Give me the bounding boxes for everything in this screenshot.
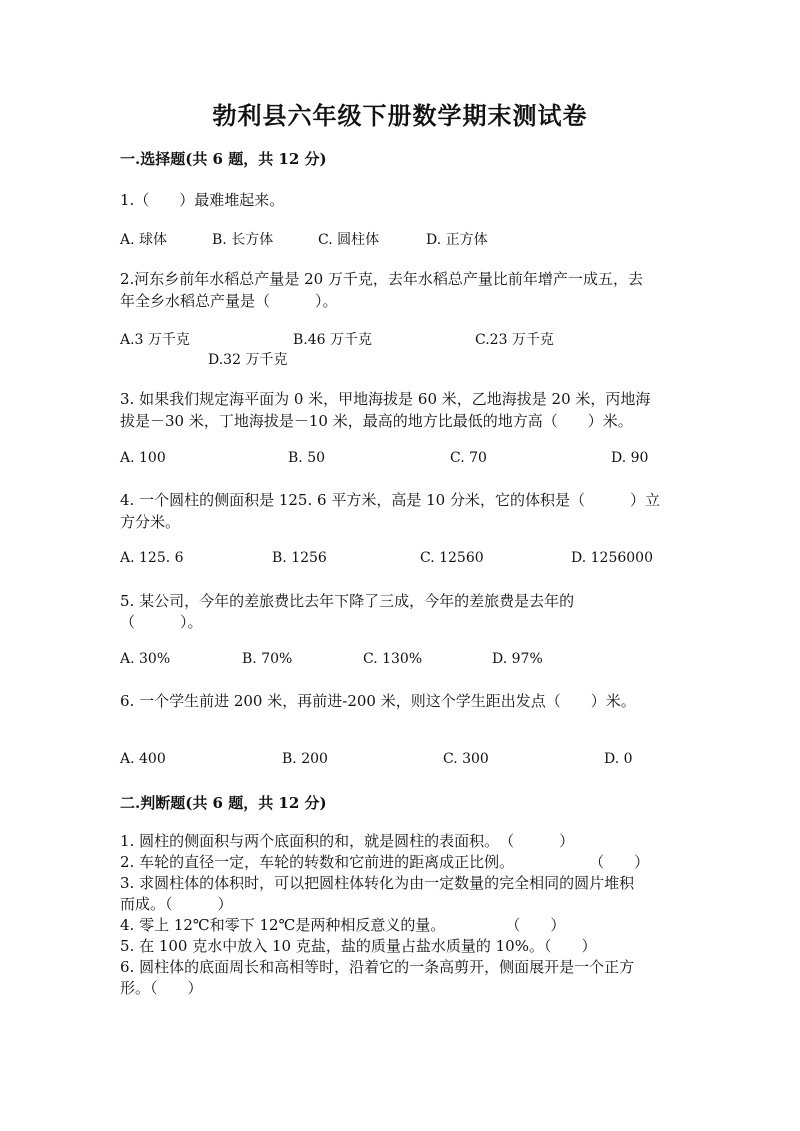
judgment-item-1: 1. 圆柱的侧面积与两个底面积的和，就是圆柱的表面积。 （ ）	[120, 832, 575, 850]
judgment-item-4: 4. 零上 12℃和零下 12℃是两种相反意义的量。 （ ）	[120, 916, 566, 934]
judgment-item-6-line-2: 形。（ ）	[120, 979, 203, 997]
question-1-option-b: B. 长方体	[212, 232, 274, 248]
question-5-option-d: D. 97%	[492, 651, 543, 667]
question-3-option-c: C. 70	[450, 450, 487, 466]
question-2-text-line-1: 2.河东乡前年水稻总产量是 20 万千克，去年水稻总产量比前年增产一成五，去	[120, 270, 643, 288]
question-6-option-b: B. 200	[282, 751, 328, 767]
judgment-item-2: 2. 车轮的直径一定，车轮的转数和它前进的距离成正比例。 （ ）	[120, 853, 650, 871]
question-3-option-d: D. 90	[611, 450, 649, 466]
section-heading-choice: 一.选择题(共 6 题，共 12 分)	[120, 150, 327, 168]
question-1-option-d: D. 正方体	[426, 232, 488, 248]
question-5-text-line-1: 5. 某公司，今年的差旅费比去年下降了三成，今年的差旅费是去年的	[120, 592, 575, 610]
judgment-item-6-line-1: 6. 圆柱体的底面周长和高相等时，沿着它的一条高剪开，侧面展开是一个正方	[120, 958, 635, 976]
question-4-text-line-2: 方分米。	[120, 513, 181, 531]
judgment-item-3-line-1: 3. 求圆柱体的体积时，可以把圆柱体转化为由一定数量的完全相同的圆片堆积	[120, 874, 635, 892]
question-6-option-c: C. 300	[443, 751, 489, 767]
question-3-option-b: B. 50	[288, 450, 326, 466]
question-4-option-d: D. 1256000	[571, 550, 653, 566]
page-title: 勃利县六年级下册数学期末测试卷	[212, 101, 588, 130]
judgment-item-5: 5. 在 100 克水中放入 10 克盐，盐的质量占盐水质量的 10%。（ ）	[120, 937, 597, 955]
question-4-option-b: B. 1256	[272, 550, 327, 566]
question-2-option-c: C.23 万千克	[475, 332, 554, 348]
question-3-text-line-1: 3. 如果我们规定海平面为 0 米，甲地海拔是 60 米，乙地海拔是 20 米，丙地海	[120, 390, 651, 408]
question-5-option-c: C. 130%	[363, 651, 423, 667]
question-1-text: 1.（ ）最难堆起来。	[120, 191, 285, 209]
question-2-option-d: D.32 万千克	[208, 352, 288, 368]
question-5-option-b: B. 70%	[242, 651, 293, 667]
question-6-option-a: A. 400	[120, 751, 166, 767]
question-5-text-line-2: （ ）。	[120, 613, 203, 631]
question-4-text-line-1: 4. 一个圆柱的侧面积是 125. 6 平方米，高是 10 分米，它的体积是（ ）立	[120, 491, 660, 509]
question-2-text-line-2: 年全乡水稻总产量是（ ）。	[120, 292, 338, 310]
question-4-option-c: C. 12560	[420, 550, 484, 566]
section-heading-judgment: 二.判断题(共 6 题，共 12 分)	[120, 794, 327, 812]
question-5-option-a: A. 30%	[120, 651, 171, 667]
question-3-option-a: A. 100	[120, 450, 166, 466]
question-2-option-a: A.3 万千克	[120, 332, 190, 348]
question-6-option-d: D. 0	[604, 751, 633, 767]
question-3-text-line-2: 拔是－30 米，丁地海拔是－10 米，最高的地方比最低的地方高（ ）米。	[120, 412, 633, 430]
judgment-item-3-line-2: 而成。（ ）	[120, 895, 233, 913]
question-2-option-b: B.46 万千克	[293, 332, 373, 348]
question-1-option-c: C. 圆柱体	[318, 232, 380, 248]
question-4-option-a: A. 125. 6	[120, 550, 184, 566]
question-6-text: 6. 一个学生前进 200 米，再前进-200 米，则这个学生距出发点（ ）米。	[120, 692, 636, 710]
question-1-option-a: A. 球体	[120, 232, 168, 248]
